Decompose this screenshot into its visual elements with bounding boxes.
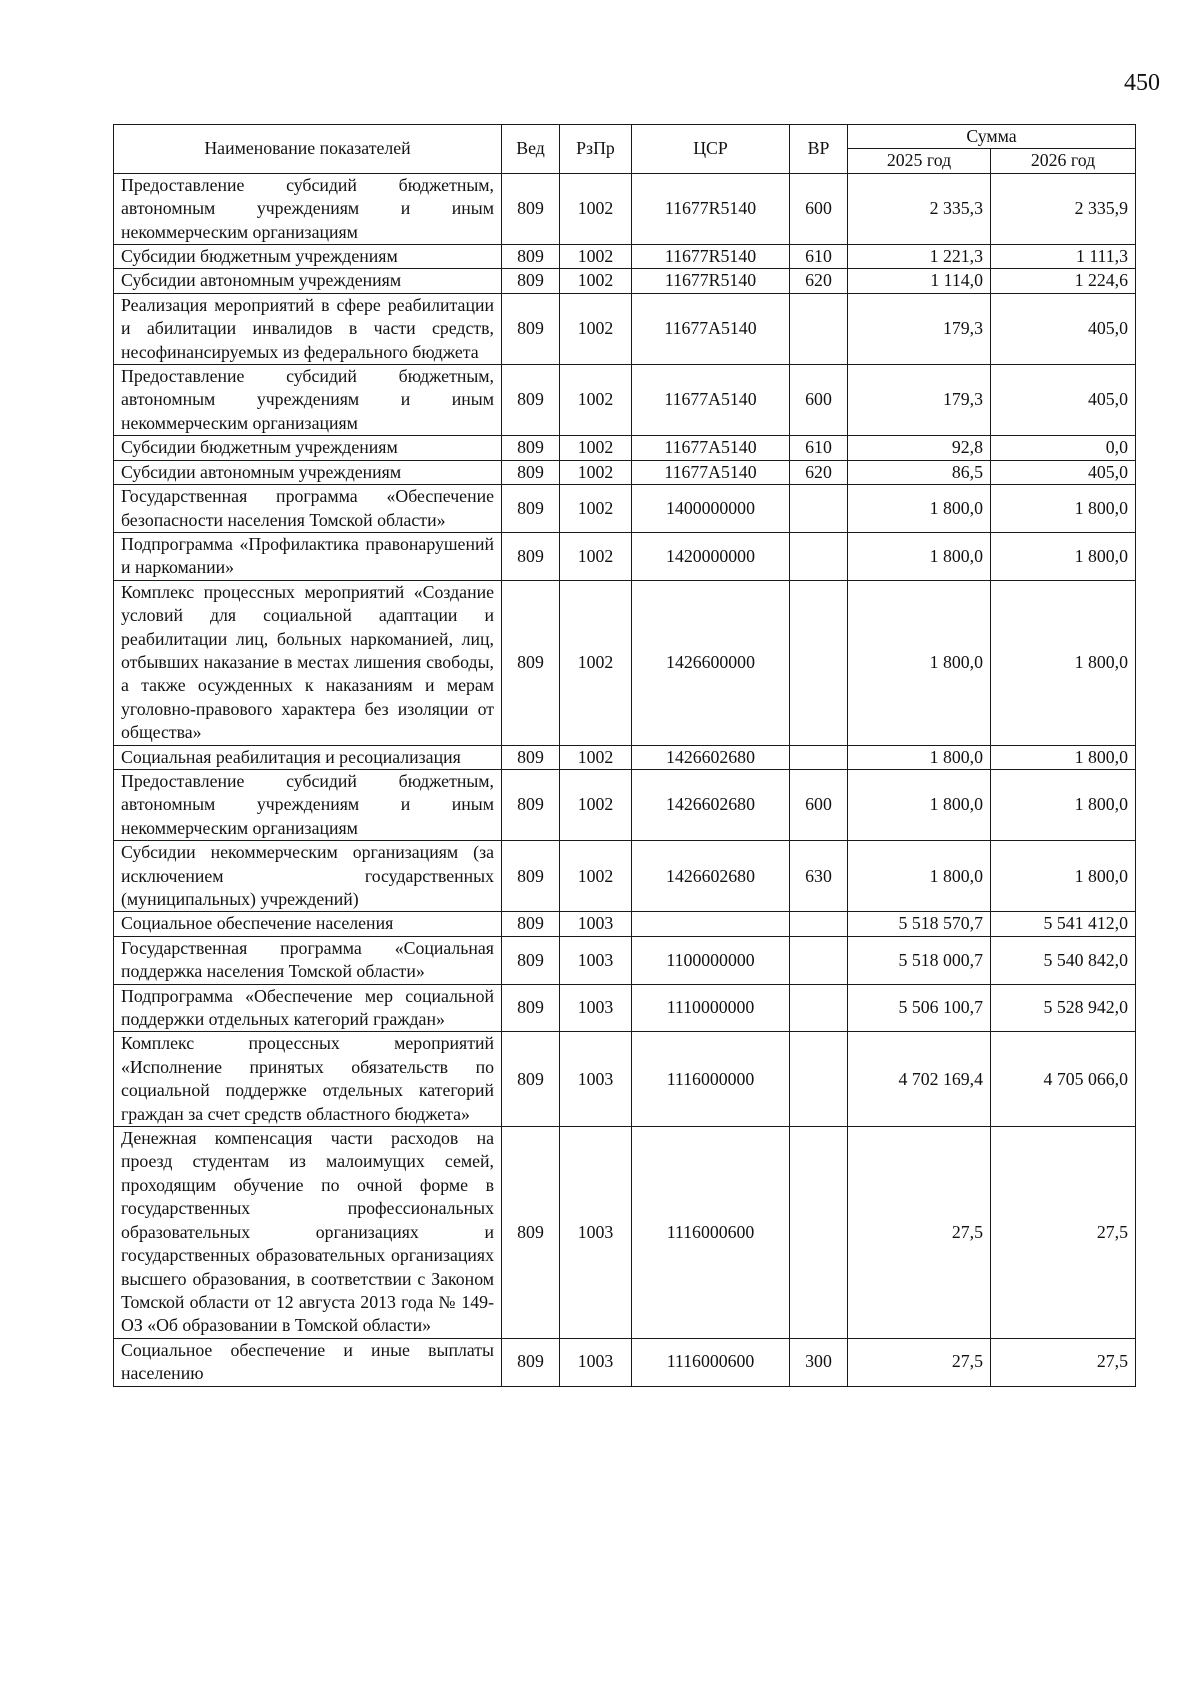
row-amount-2025: 5 518 570,7 (848, 912, 991, 936)
row-amount-2026: 405,0 (991, 293, 1136, 364)
table-row (114, 1338, 1136, 1386)
row-rzpr: 1003 (560, 984, 632, 1032)
row-name: Комплекс процессных мероприятий «Создание условий для социальной адаптации и реабилитации лиц, больных наркоманией, лиц, отбывших наказание в местах лишения свободы, а также осужденных к наказаниям и мерам уголовно-правового характера без изоляции от общества» (114, 580, 502, 745)
row-amount-2026: 405,0 (991, 365, 1136, 436)
table-row (114, 460, 1136, 484)
row-ved: 809 (502, 1127, 560, 1339)
row-rzpr: 1003 (560, 912, 632, 936)
row-csr: 1116000600 (632, 1127, 790, 1339)
row-name: Предоставление субсидий бюджетным, автономным учреждениям и иным некоммерческим организациям (114, 769, 502, 840)
row-amount-2026: 1 800,0 (991, 841, 1136, 912)
budget-table (113, 124, 1136, 1387)
row-csr: 11677A5140 (632, 460, 790, 484)
row-amount-2025: 27,5 (848, 1338, 991, 1386)
row-ved: 809 (502, 365, 560, 436)
table-row (114, 745, 1136, 769)
row-vr (790, 532, 848, 580)
row-ved: 809 (502, 1338, 560, 1386)
row-ved: 809 (502, 245, 560, 269)
row-name: Социальная реабилитация и ресоциализация (114, 745, 502, 769)
row-vr: 600 (790, 769, 848, 840)
row-amount-2026: 1 800,0 (991, 485, 1136, 533)
header-sum: Сумма (848, 125, 1136, 149)
row-vr: 620 (790, 460, 848, 484)
header-year-2026: 2026 год (991, 149, 1136, 173)
row-amount-2026: 1 800,0 (991, 745, 1136, 769)
row-rzpr: 1002 (560, 173, 632, 244)
row-vr (790, 912, 848, 936)
row-rzpr: 1002 (560, 532, 632, 580)
row-amount-2025: 1 800,0 (848, 580, 991, 745)
table-row (114, 936, 1136, 984)
row-name: Субсидии некоммерческим организациям (за исключением государственных (муниципальных) учреждений) (114, 841, 502, 912)
header-ved: Вед (502, 125, 560, 174)
row-ved: 809 (502, 936, 560, 984)
header-year-2025: 2025 год (848, 149, 991, 173)
row-rzpr: 1002 (560, 269, 632, 293)
header-name: Наименование показателей (114, 125, 502, 174)
row-vr (790, 936, 848, 984)
row-amount-2025: 1 800,0 (848, 841, 991, 912)
row-csr: 1400000000 (632, 485, 790, 533)
row-rzpr: 1002 (560, 745, 632, 769)
row-csr: 1426602680 (632, 769, 790, 840)
row-amount-2026: 5 540 842,0 (991, 936, 1136, 984)
row-ved: 809 (502, 269, 560, 293)
row-name: Денежная компенсация части расходов на проезд студентам из малоимущих семей, проходящим обучение по очной форме в государственных профессиональных образовательных организациях и государственных образовательных организациях высшего образования, в соответствии с Законом Томской области от 12 августа 2013 года № 149-ОЗ «Об образовании в Томской области» (114, 1127, 502, 1339)
table-row (114, 173, 1136, 244)
row-ved: 809 (502, 293, 560, 364)
row-name: Государственная программа «Социальная поддержка населения Томской области» (114, 936, 502, 984)
table-row (114, 984, 1136, 1032)
row-ved: 809 (502, 460, 560, 484)
row-vr: 600 (790, 365, 848, 436)
row-rzpr: 1002 (560, 365, 632, 436)
row-ved: 809 (502, 841, 560, 912)
row-amount-2026: 1 800,0 (991, 769, 1136, 840)
row-rzpr: 1002 (560, 769, 632, 840)
row-amount-2025: 5 518 000,7 (848, 936, 991, 984)
table-header (114, 125, 1136, 174)
table-row (114, 532, 1136, 580)
row-rzpr: 1002 (560, 436, 632, 460)
table-row (114, 365, 1136, 436)
row-name: Реализация мероприятий в сфере реабилитации и абилитации инвалидов в части средств, несофинансируемых из федерального бюджета (114, 293, 502, 364)
row-amount-2025: 5 506 100,7 (848, 984, 991, 1032)
row-csr: 1426600000 (632, 580, 790, 745)
row-ved: 809 (502, 745, 560, 769)
table-row (114, 1127, 1136, 1339)
row-csr: 11677A5140 (632, 293, 790, 364)
row-vr (790, 745, 848, 769)
row-rzpr: 1002 (560, 841, 632, 912)
row-rzpr: 1002 (560, 245, 632, 269)
row-rzpr: 1003 (560, 1127, 632, 1339)
row-csr: 11677R5140 (632, 269, 790, 293)
row-amount-2025: 1 800,0 (848, 532, 991, 580)
row-amount-2026: 4 705 066,0 (991, 1032, 1136, 1127)
row-amount-2026: 1 111,3 (991, 245, 1136, 269)
row-name: Предоставление субсидий бюджетным, автономным учреждениям и иным некоммерческим организациям (114, 173, 502, 244)
row-csr: 1426602680 (632, 841, 790, 912)
table-row (114, 1032, 1136, 1127)
row-amount-2026: 27,5 (991, 1338, 1136, 1386)
row-ved: 809 (502, 1032, 560, 1127)
row-rzpr: 1003 (560, 1032, 632, 1127)
row-amount-2025: 27,5 (848, 1127, 991, 1339)
row-vr (790, 1032, 848, 1127)
row-amount-2026: 5 528 942,0 (991, 984, 1136, 1032)
page-number: 450 (1124, 70, 1160, 96)
row-ved: 809 (502, 436, 560, 460)
row-name: Подпрограмма «Профилактика правонарушений и наркомании» (114, 532, 502, 580)
header-csr: ЦСР (632, 125, 790, 174)
row-ved: 809 (502, 769, 560, 840)
row-amount-2025: 92,8 (848, 436, 991, 460)
row-rzpr: 1003 (560, 936, 632, 984)
row-name: Комплекс процессных мероприятий «Исполнение принятых обязательств по социальной поддержке отдельных категорий граждан за счет средств областного бюджета» (114, 1032, 502, 1127)
row-csr: 1420000000 (632, 532, 790, 580)
row-amount-2025: 1 800,0 (848, 485, 991, 533)
row-vr (790, 984, 848, 1032)
row-amount-2025: 1 221,3 (848, 245, 991, 269)
row-name: Субсидии автономным учреждениям (114, 460, 502, 484)
table-row (114, 436, 1136, 460)
row-amount-2025: 1 114,0 (848, 269, 991, 293)
row-vr: 610 (790, 436, 848, 460)
row-vr: 300 (790, 1338, 848, 1386)
row-vr (790, 580, 848, 745)
row-csr: 1426602680 (632, 745, 790, 769)
row-rzpr: 1002 (560, 580, 632, 745)
row-vr: 610 (790, 245, 848, 269)
row-amount-2026: 1 224,6 (991, 269, 1136, 293)
row-rzpr: 1002 (560, 460, 632, 484)
row-amount-2026: 0,0 (991, 436, 1136, 460)
row-amount-2026: 5 541 412,0 (991, 912, 1136, 936)
row-name: Субсидии бюджетным учреждениям (114, 436, 502, 460)
row-amount-2026: 405,0 (991, 460, 1136, 484)
table-row (114, 269, 1136, 293)
row-ved: 809 (502, 173, 560, 244)
row-rzpr: 1002 (560, 485, 632, 533)
row-vr (790, 485, 848, 533)
row-csr: 1100000000 (632, 936, 790, 984)
row-vr: 620 (790, 269, 848, 293)
row-csr: 11677R5140 (632, 245, 790, 269)
row-amount-2025: 2 335,3 (848, 173, 991, 244)
row-amount-2026: 27,5 (991, 1127, 1136, 1339)
row-ved: 809 (502, 580, 560, 745)
row-vr: 600 (790, 173, 848, 244)
row-amount-2026: 1 800,0 (991, 532, 1136, 580)
row-name: Государственная программа «Обеспечение безопасности населения Томской области» (114, 485, 502, 533)
row-amount-2025: 86,5 (848, 460, 991, 484)
row-amount-2026: 2 335,9 (991, 173, 1136, 244)
table-row (114, 841, 1136, 912)
row-csr: 11677A5140 (632, 436, 790, 460)
row-csr: 1110000000 (632, 984, 790, 1032)
table-row (114, 293, 1136, 364)
row-name: Субсидии бюджетным учреждениям (114, 245, 502, 269)
table-row (114, 912, 1136, 936)
row-csr: 11677A5140 (632, 365, 790, 436)
row-amount-2025: 4 702 169,4 (848, 1032, 991, 1127)
row-name: Субсидии автономным учреждениям (114, 269, 502, 293)
row-vr (790, 1127, 848, 1339)
row-rzpr: 1003 (560, 1338, 632, 1386)
row-rzpr: 1002 (560, 293, 632, 364)
table-row (114, 769, 1136, 840)
row-amount-2025: 1 800,0 (848, 769, 991, 840)
header-vr: ВР (790, 125, 848, 174)
table-row (114, 580, 1136, 745)
row-vr: 630 (790, 841, 848, 912)
row-amount-2025: 179,3 (848, 293, 991, 364)
row-csr: 11677R5140 (632, 173, 790, 244)
row-csr (632, 912, 790, 936)
row-ved: 809 (502, 532, 560, 580)
row-amount-2026: 1 800,0 (991, 580, 1136, 745)
table-body (114, 173, 1136, 1386)
row-ved: 809 (502, 485, 560, 533)
row-name: Предоставление субсидий бюджетным, автономным учреждениям и иным некоммерческим организациям (114, 365, 502, 436)
row-amount-2025: 1 800,0 (848, 745, 991, 769)
row-csr: 1116000000 (632, 1032, 790, 1127)
row-name: Социальное обеспечение населения (114, 912, 502, 936)
row-amount-2025: 179,3 (848, 365, 991, 436)
table-row (114, 485, 1136, 533)
header-rzpr: РзПр (560, 125, 632, 174)
row-ved: 809 (502, 912, 560, 936)
row-csr: 1116000600 (632, 1338, 790, 1386)
row-vr (790, 293, 848, 364)
row-name: Социальное обеспечение и иные выплаты населению (114, 1338, 502, 1386)
table-row (114, 245, 1136, 269)
row-ved: 809 (502, 984, 560, 1032)
row-name: Подпрограмма «Обеспечение мер социальной поддержки отдельных категорий граждан» (114, 984, 502, 1032)
